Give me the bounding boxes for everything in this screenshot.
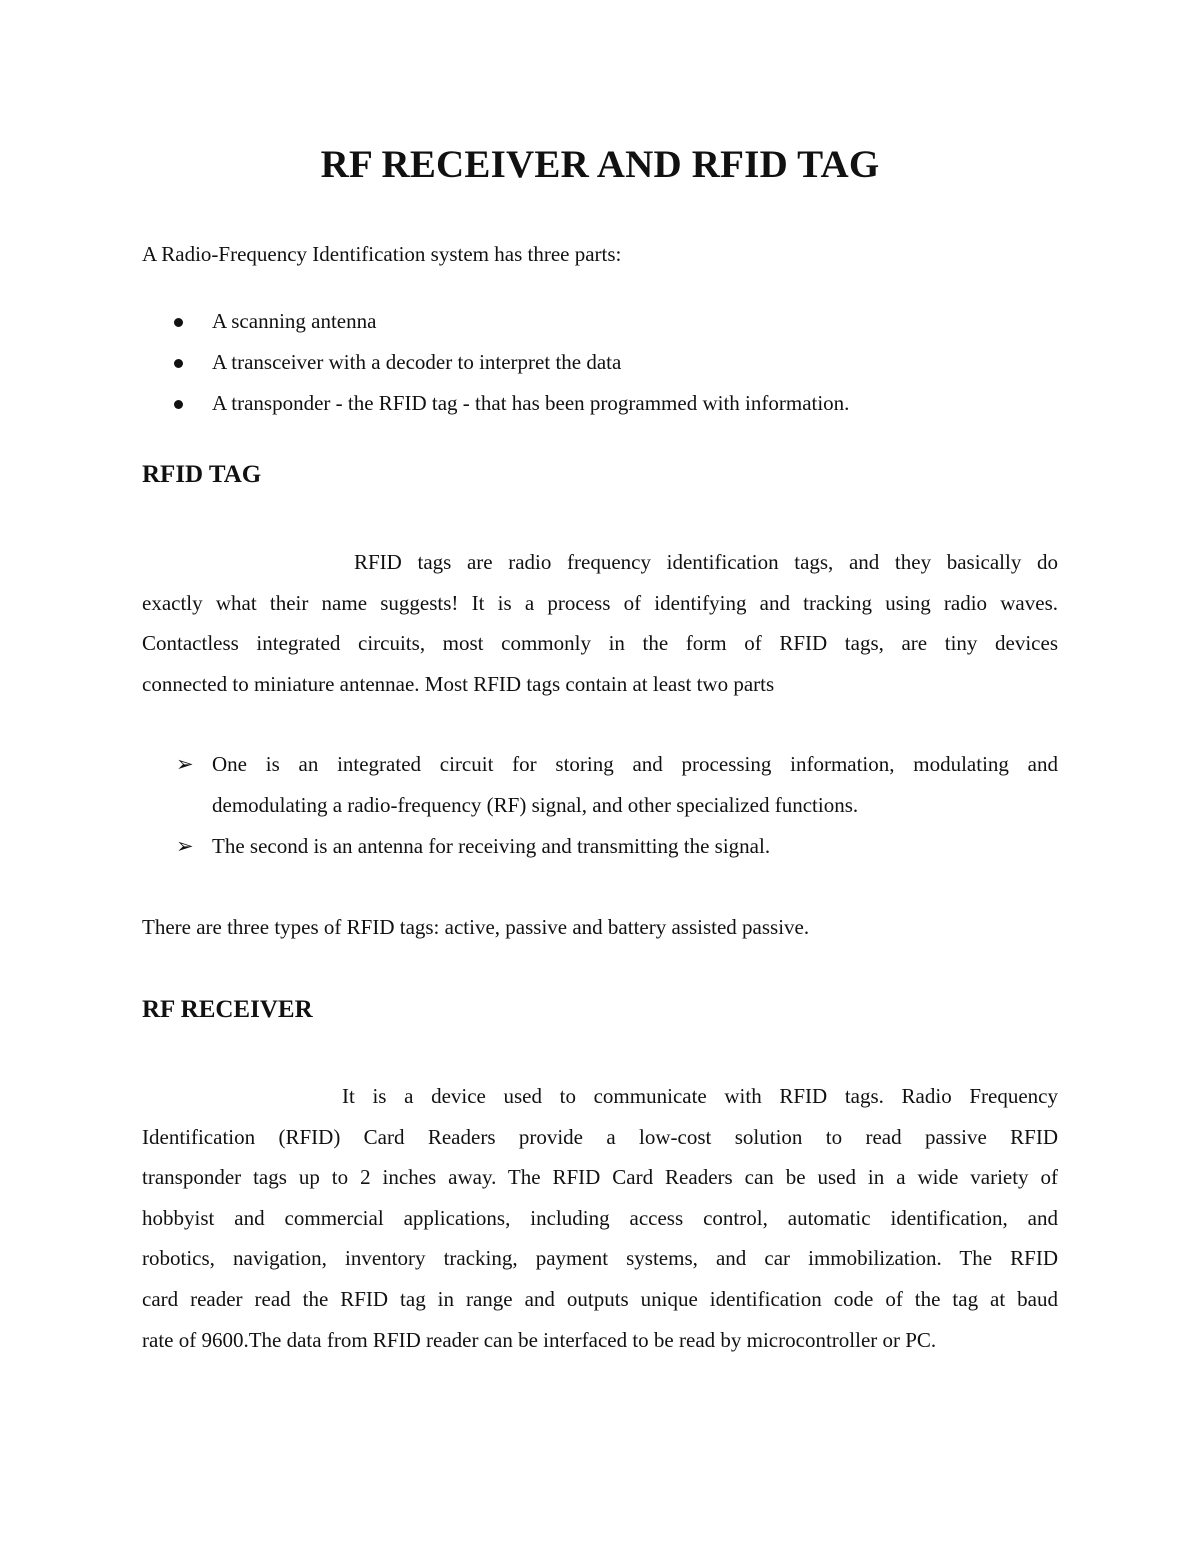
list-item: A scanning antenna	[212, 309, 377, 333]
list-item: A transceiver with a decoder to interpret the data	[212, 350, 622, 374]
intro-text: A Radio-Frequency Identification system has three parts:	[142, 242, 622, 266]
bullet-icon	[174, 359, 183, 368]
arrow-bullet-icon: ➢	[176, 752, 194, 776]
paragraph-line: robotics, navigation, inventory tracking, payment systems, and car immobilization. The RFID	[142, 1246, 1058, 1270]
paragraph-line: Identification (RFID) Card Readers provide a low-cost solution to read passive RFID	[142, 1125, 1058, 1149]
paragraph-line: rate of 9600.The data from RFID reader can be interfaced to be read by microcontroller or PC.	[142, 1328, 937, 1352]
paragraph-line: transponder tags up to 2 inches away. The RFID Card Readers can be used in a wide variety of	[142, 1165, 1058, 1189]
list-item-continuation: demodulating a radio-frequency (RF) signal, and other specialized functions.	[212, 793, 859, 817]
section-heading-rfid-tag: RFID TAG	[142, 461, 262, 488]
paragraph-line: card reader read the RFID tag in range and outputs unique identification code of the tag at baud	[142, 1287, 1058, 1311]
paragraph-line: exactly what their name suggests! It is a process of identifying and tracking using radio waves.	[142, 591, 1058, 615]
section-heading-rf-receiver: RF RECEIVER	[142, 996, 313, 1023]
list-item: The second is an antenna for receiving and transmitting the signal.	[212, 834, 771, 858]
bullet-icon	[174, 318, 183, 327]
paragraph-line: hobbyist and commercial applications, including access control, automatic identification, and	[142, 1206, 1058, 1230]
paragraph-line: connected to miniature antennae. Most RFID tags contain at least two parts	[142, 672, 775, 696]
list-item: One is an integrated circuit for storing and processing information, modulating and	[212, 752, 1058, 776]
bullet-icon	[174, 400, 183, 409]
paragraph-line: Contactless integrated circuits, most commonly in the form of RFID tags, are tiny devices	[142, 631, 1058, 655]
paragraph-line: RFID tags are radio frequency identification tags, and they basically do	[354, 550, 1058, 574]
list-item: A transponder - the RFID tag - that has been programmed with information.	[212, 391, 850, 415]
page-title: RF RECEIVER AND RFID TAG	[320, 143, 880, 186]
rfid-types-text: There are three types of RFID tags: active, passive and battery assisted passive.	[142, 915, 810, 939]
paragraph-line: It is a device used to communicate with RFID tags. Radio Frequency	[342, 1084, 1058, 1108]
arrow-bullet-icon: ➢	[176, 834, 194, 858]
